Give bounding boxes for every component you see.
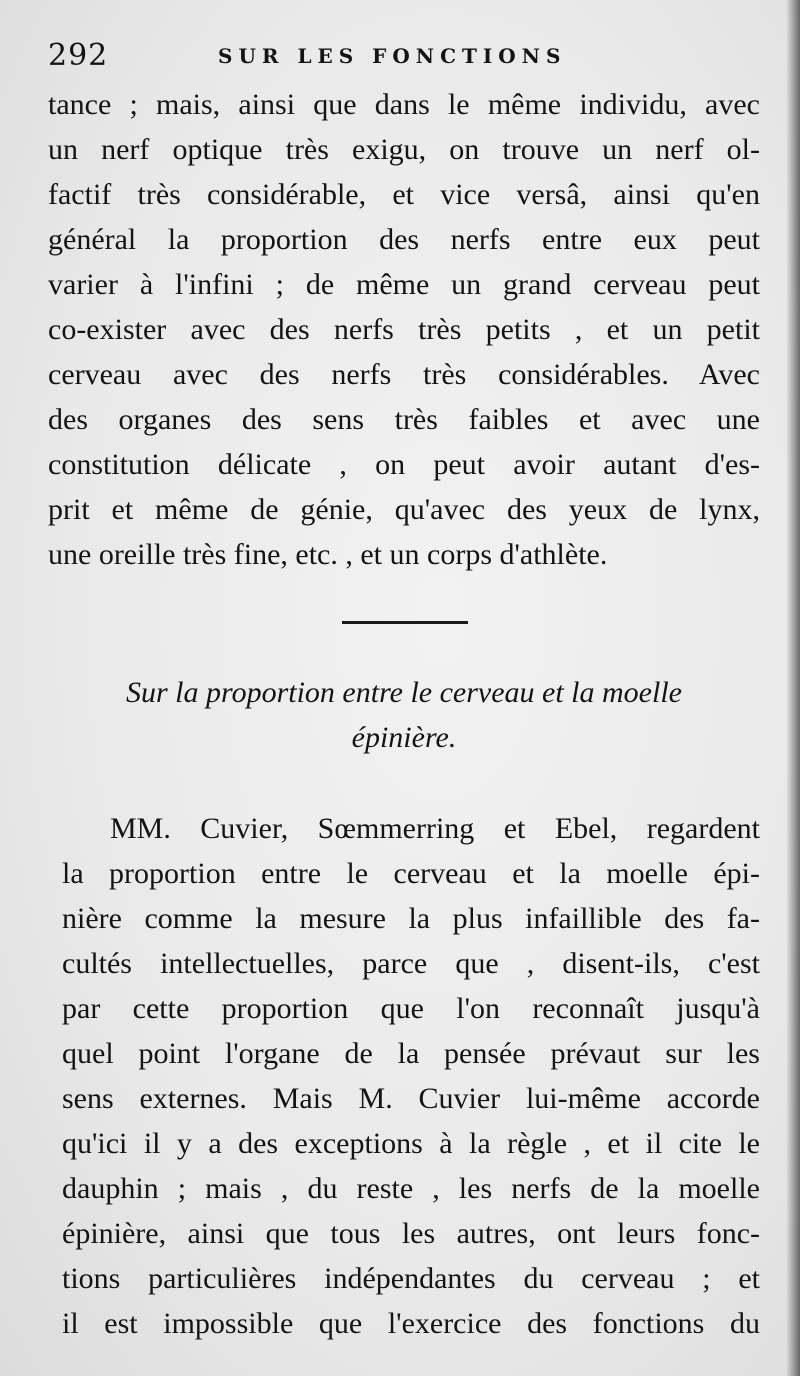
text-line: constitution délicate , on peut avoir autant d'es-: [48, 448, 760, 481]
text-line: un nerf optique très exigu, on trouve un nerf ol-: [48, 133, 760, 166]
text-line: prit et même de génie, qu'avec des yeux de lynx,: [48, 493, 760, 526]
text-line: il est impossible que l'exercice des fonctions du: [62, 1307, 760, 1340]
section-divider-rule: [342, 621, 468, 624]
section-heading-line-2: épinière.: [351, 721, 457, 754]
running-title: SUR LES FONCTIONS: [218, 44, 567, 68]
text-line: varier à l'infini ; de même un grand cerveau peut: [48, 268, 760, 301]
section-heading: [48, 670, 760, 760]
text-line: cerveau avec des nerfs très considérables. Avec: [48, 358, 760, 391]
text-line: général la proportion des nerfs entre eux peut: [48, 223, 760, 256]
text-line: nière comme la mesure la plus infaillible des fa-: [62, 902, 760, 935]
text-line: MM. Cuvier, Sœmmerring et Ebel, regardent: [110, 812, 760, 845]
text-line: quel point l'organe de la pensée prévaut sur les: [62, 1037, 760, 1070]
text-line: sens externes. Mais M. Cuvier lui-même accorde: [62, 1082, 760, 1115]
text-line: qu'ici il y a des exceptions à la règle , et il cite le: [62, 1127, 760, 1160]
text-line: par cette proportion que l'on reconnaît jusqu'à: [62, 992, 760, 1025]
paragraph-2: [62, 806, 760, 1346]
page-header: [48, 38, 768, 74]
paragraph-1: [48, 82, 760, 577]
text-line: tions particulières indépendantes du cerveau ; et: [62, 1262, 760, 1295]
text-line: une oreille très fine, etc. , et un corps d'athlète.: [48, 538, 608, 571]
page-number: 292: [48, 38, 109, 73]
section-heading-line-1: Sur la proportion entre le cerveau et la moelle: [126, 676, 682, 709]
text-line: des organes des sens très faibles et avec une: [48, 403, 760, 436]
page-edge-shadow: [786, 0, 800, 1376]
text-line: épinière, ainsi que tous les autres, ont leurs fonc-: [62, 1217, 760, 1250]
text-line: cultés intellectuelles, parce que , disent-ils, c'est: [62, 947, 760, 980]
text-line: tance ; mais, ainsi que dans le même individu, avec: [48, 88, 760, 121]
text-line: factif très considérable, et vice versâ, ainsi qu'en: [48, 178, 760, 211]
text-line: la proportion entre le cerveau et la moelle épi-: [62, 857, 760, 890]
text-line: co-exister avec des nerfs très petits , et un petit: [48, 313, 760, 346]
text-line: dauphin ; mais , du reste , les nerfs de la moelle: [62, 1172, 760, 1205]
